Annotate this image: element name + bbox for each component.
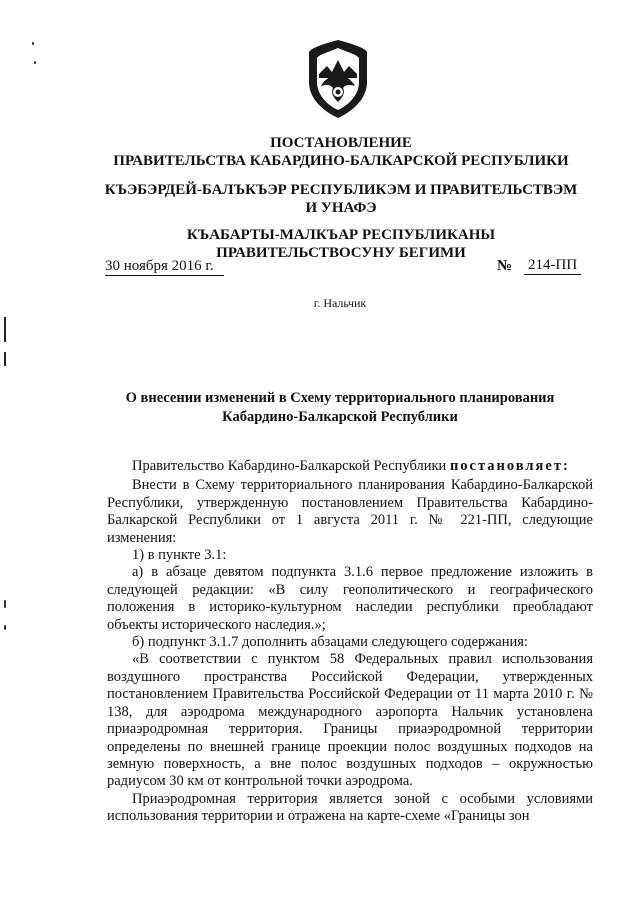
intro-text: Правительство Кабардино-Балкарской Республики: [132, 458, 447, 474]
paragraph: Внести в Схему территориального планирования Кабардино-Балкарской Республики, утвержденную постановлением Правительства Кабардино-Балкарской Республики от 1 августа 2011 г. № 221-ПП, следующие изменения:: [107, 477, 593, 546]
scan-speck: [4, 600, 6, 608]
decree-number: 214-ПП: [524, 256, 581, 275]
paragraph: «В соответствии с пунктом 58 Федеральных правил использования воздушного пространства Российской Федерации, утвержденных постановлением Правительства Российской Федерации от 11 марта 2010 г. № 138, для аэродрома международного аэропорта Нальчик установлена приаэродромная территория. Границы приаэродромной территории определены по внешней границе проекции полос воздушных подходов на земную поверхность, а вне полос воздушных подходов – окружностью радиусом 30 км от контрольной точки аэродрома.: [107, 651, 593, 790]
header-line-government: ПРАВИТЕЛЬСТВА КАБАРДИНО-БАЛКАРСКОЙ РЕСПУБЛИКИ: [113, 153, 569, 169]
scan-margin-mark: [4, 317, 6, 342]
header-line-postanovlenie: ПОСТАНОВЛЕНИЕ: [270, 135, 412, 151]
decree-body: [107, 458, 593, 826]
scan-speck: [34, 61, 36, 64]
coat-of-arms-emblem: [305, 38, 371, 120]
number-sign: №: [497, 258, 513, 274]
scan-speck: [4, 625, 6, 630]
decree-title: О внесении изменений в Схему территориального планирования Кабардино-Балкарской Республики: [125, 390, 555, 425]
paragraph: 1) в пункте 3.1:: [132, 547, 227, 564]
paragraph: а) в абзаце девятом подпункта 3.1.6 первое предложение изложить в следующей редакции: «В силу геополитического и географического положения в историко-культурном наследии республики преобладают объекты исторического наследия.»;: [107, 564, 593, 633]
intro-paragraph: [107, 458, 593, 475]
header-kabardian: КЪЭБЭРДЕЙ-БАЛЪКЪЭР РЕСПУБЛИКЭМ И ПРАВИТЕЛЬСТВЭМ И УНАФЭ: [104, 182, 578, 216]
decree-header: [100, 134, 582, 170]
header-balkar: КЪАБАРТЫ-МАЛКЪАР РЕСПУБЛИКАНЫ ПРАВИТЕЛЬСТВОСУНУ БЕГИМИ: [186, 227, 496, 261]
decree-date: 30 ноября 2016 г.: [105, 257, 224, 276]
city-label: г. Нальчик: [313, 296, 367, 310]
scan-speck: [32, 42, 34, 45]
paragraph: б) подпункт 3.1.7 дополнить абзацами следующего содержания:: [132, 634, 528, 651]
paragraph: Приаэродромная территория является зоной с особыми условиями использования территории и отражена на карте-схеме «Границы зон: [107, 790, 593, 825]
decree-word: постановляет:: [449, 458, 570, 474]
scan-margin-mark: [4, 352, 6, 366]
